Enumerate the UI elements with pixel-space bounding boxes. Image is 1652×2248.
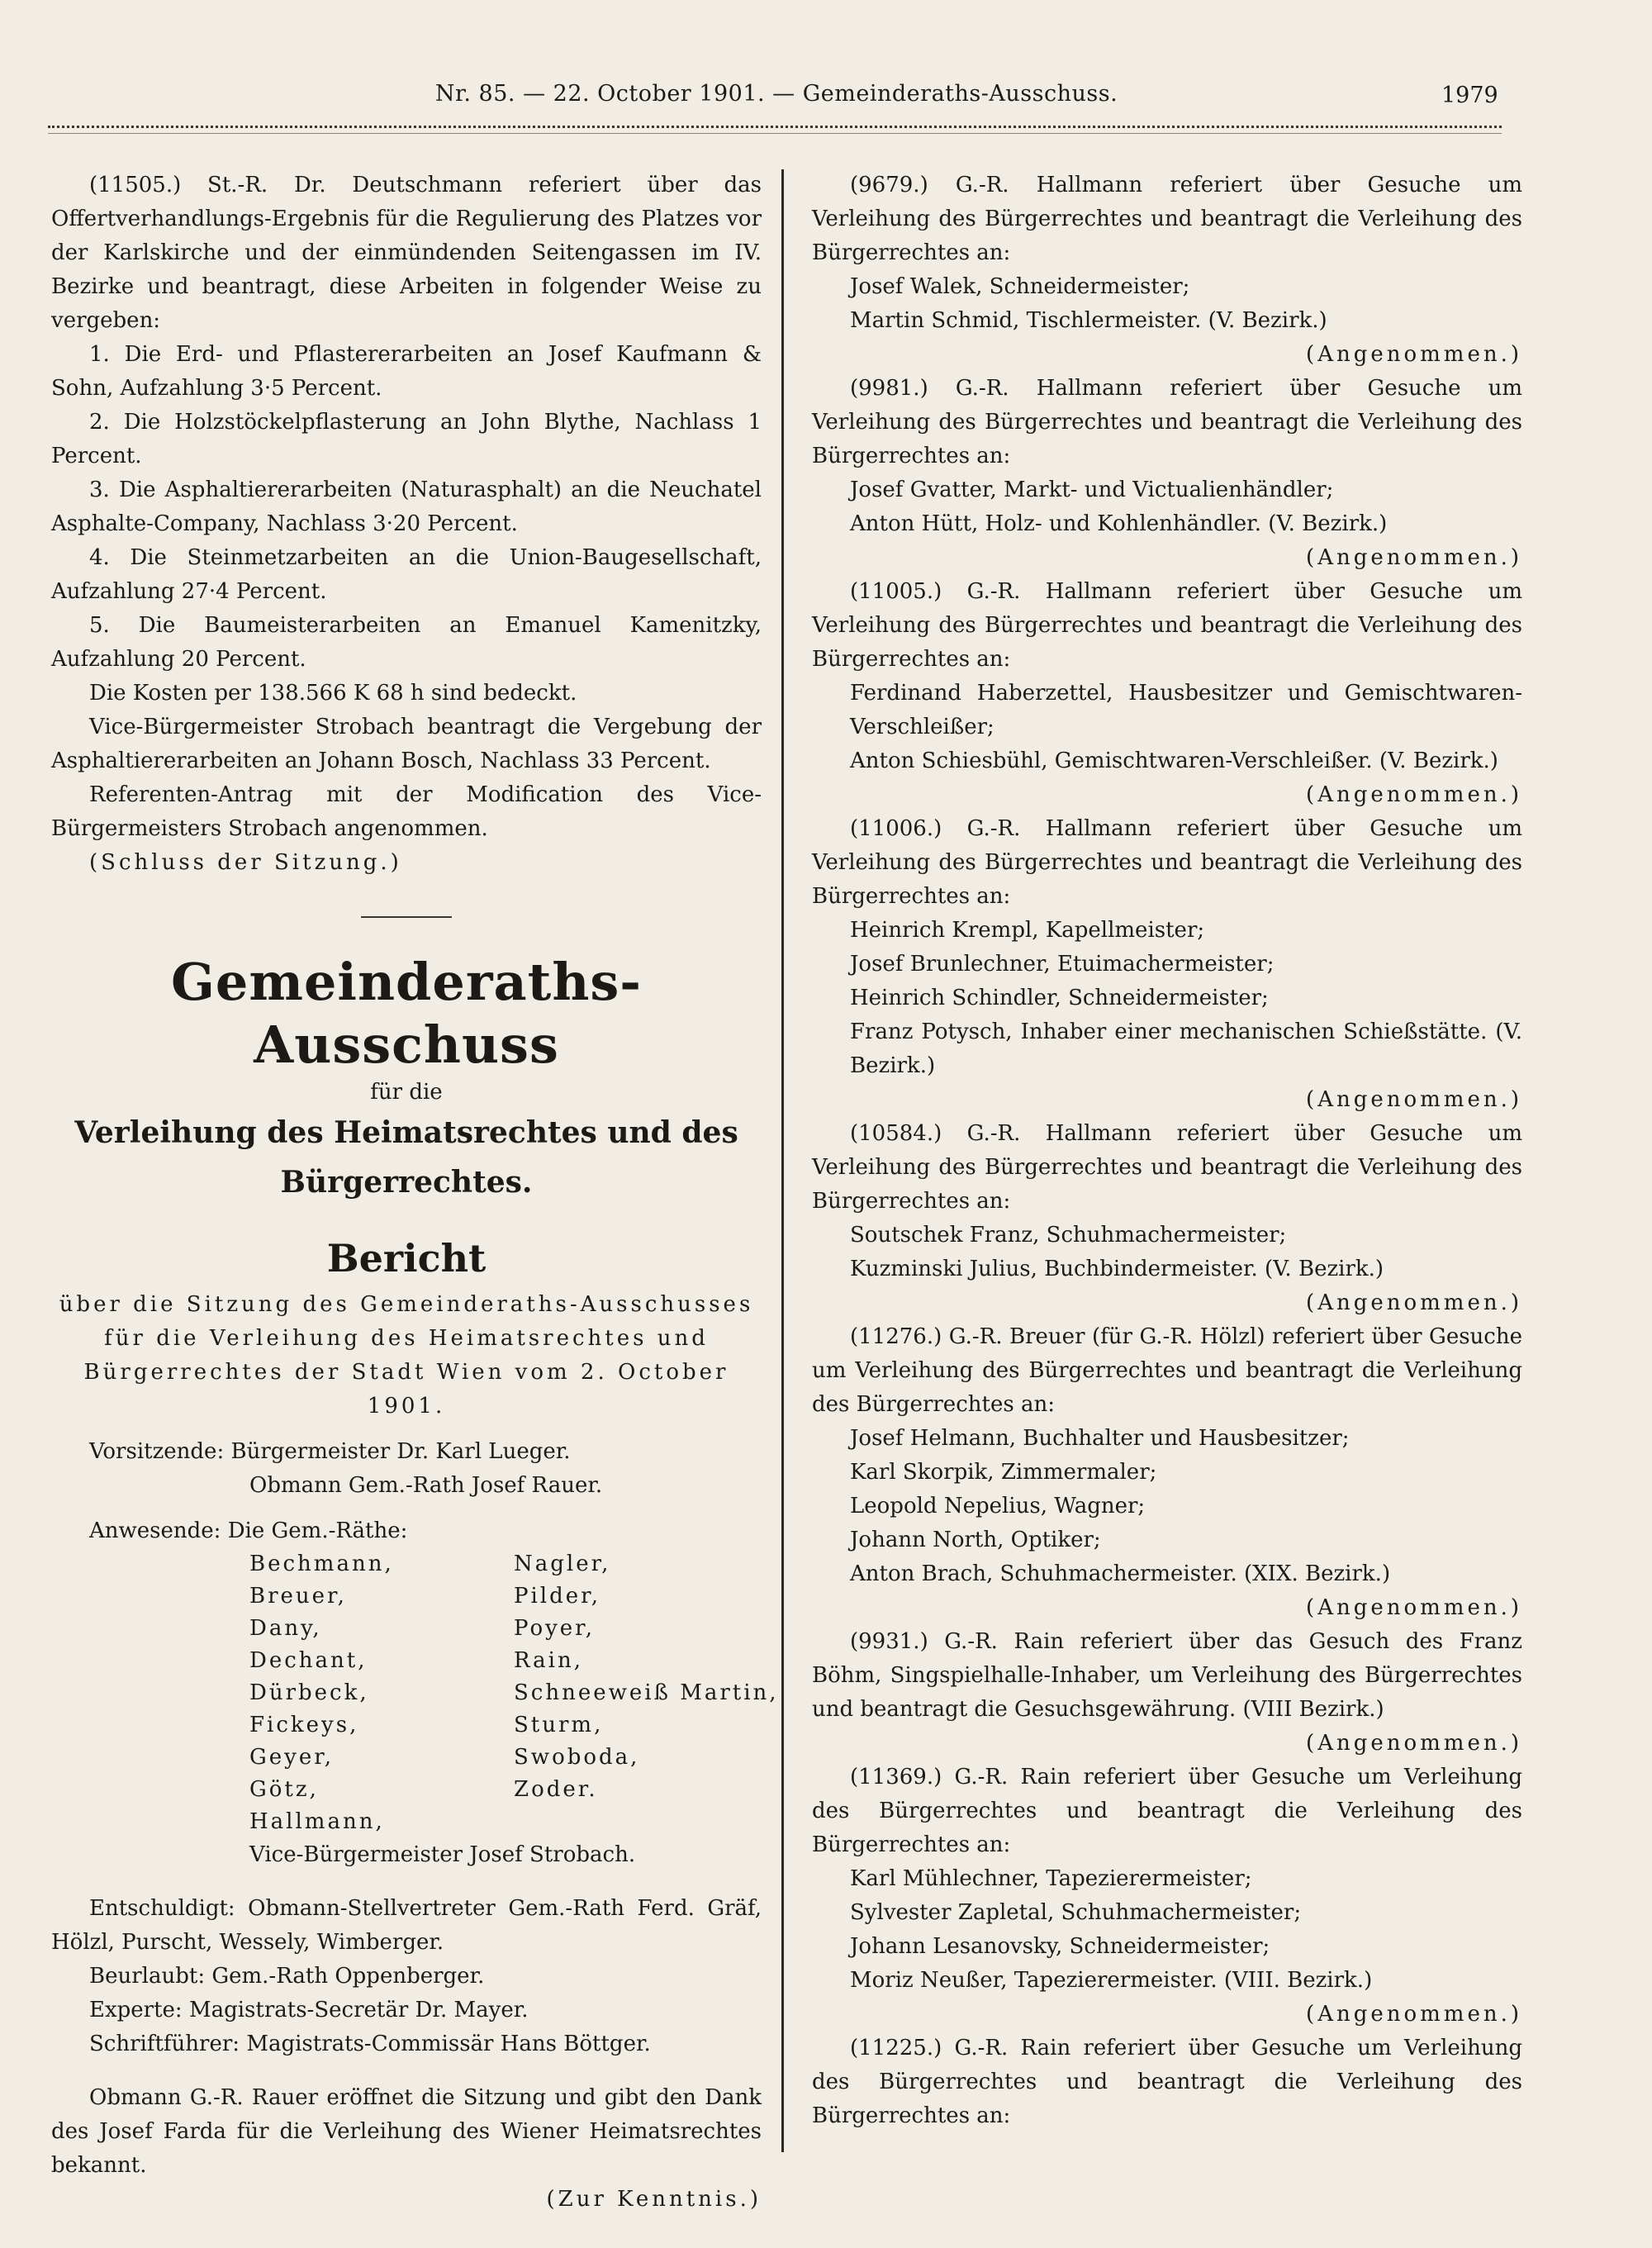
applicant: Ferdinand Haberzettel, Hausbesitzer und Gemischtwaren-Verschleißer; [850, 681, 1522, 739]
chairman-line: Vorsitzende: Bürgermeister Dr. Karl Lueger. [89, 1439, 571, 1464]
left-column [51, 169, 779, 2217]
award-item: 1. Die Erd- und Pflastererarbeiten an Josef Kaufmann & Sohn, Aufzahlung 3·5 Percent. [51, 342, 762, 401]
entry-intro: (11225.) G.-R. Rain referiert über Gesuche um Verleihung des Bürgerrechtes und beantragt die Verleihung des Bürgerrechtes an: [812, 2036, 1522, 2128]
applicant: Josef Helmann, Buchhalter und Hausbesitzer; [850, 1426, 1350, 1451]
secretary-line: Schriftführer: Magistrats-Commissär Hans Böttger. [89, 2032, 651, 2056]
member-name: Götz, [249, 1777, 319, 1802]
applicant: Anton Schiesbühl, Gemischtwaren-Verschleißer. (V. Bezirk.) [850, 749, 1498, 773]
applicant: Anton Brach, Schuhmachermeister. (XIX. Bezirk.) [850, 1561, 1391, 1586]
member-name: Hallmann, [249, 1809, 385, 1834]
applicant: Josef Brunlechner, Etuimachermeister; [850, 952, 1275, 977]
session-end: (Schluss der Sitzung.) [89, 850, 402, 875]
vice-mayor-present: Vice-Bürgermeister Josef Strobach. [249, 1842, 636, 1867]
committee-subtitle: Verleihung des Heimatsrechtes und des Bürgerrechtes. [74, 1115, 738, 1200]
entry-result: (Angenommen.) [1306, 1595, 1522, 1620]
member-name: Dürbeck, [249, 1680, 369, 1705]
excused-line: Entschuldigt: Obmann-Stellvertreter Gem.-Rath Ferd. Gräf, Hölzl, Purscht, Wessely, Wimberger. [51, 1896, 762, 1955]
entry-result: (Angenommen.) [1306, 782, 1522, 807]
present-names [249, 1548, 779, 1838]
running-header: Nr. 85. — 22. October 1901. — Gemeinderaths-Ausschuss. [434, 81, 1118, 107]
entry-intro: (9679.) G.-R. Hallmann referiert über Gesuche um Verleihung des Bürgerrechtes und beantragt die Verleihung des Bürgerrechtes an: [812, 173, 1522, 265]
entry-intro: (9981.) G.-R. Hallmann referiert über Gesuche um Verleihung des Bürgerrechtes und beantragt die Verleihung des Bürgerrechtes an: [812, 376, 1522, 468]
applicant: Johann North, Optiker; [850, 1528, 1101, 1552]
award-item: 3. Die Asphaltiererarbeiten (Naturasphalt) an die Neuchatel Asphalte-Company, Nachlass 3·20 Percent. [51, 478, 762, 536]
member-name: Dany, [249, 1616, 322, 1641]
header-rule [48, 126, 1502, 134]
award-item: 4. Die Steinmetzarbeiten an die Union-Baugesellschaft, Aufzahlung 27·4 Percent. [51, 545, 762, 604]
entry-result: (Angenommen.) [1306, 545, 1522, 570]
applicant: Josef Walek, Schneidermeister; [850, 274, 1190, 299]
entry-result: (Angenommen.) [1306, 1290, 1522, 1315]
applicant: Heinrich Schindler, Schneidermeister; [850, 986, 1269, 1010]
member-name: Rain, [514, 1648, 583, 1673]
report-heading: Bericht [326, 1236, 487, 1281]
entry-result: (Angenommen.) [1306, 1087, 1522, 1112]
member-name: Poyer, [514, 1616, 596, 1641]
noted-result: (Zur Kenntnis.) [546, 2187, 762, 2212]
opening-paragraph: Obmann G.-R. Rauer eröffnet die Sitzung und gibt den Dank des Josef Farda für die Verleihung des Wiener Heimatsrechtes bekannt. [51, 2085, 762, 2178]
entry-result: (Angenommen.) [1306, 2002, 1522, 2027]
member-name: Nagler, [514, 1552, 611, 1576]
member-name: Fickeys, [249, 1713, 359, 1737]
vice-motion: Vice-Bürgermeister Strobach beantragt die Vergebung der Asphaltiererarbeiten an Johann Bosch, Nachlass 33 Percent. [51, 715, 762, 773]
applicant: Soutschek Franz, Schuhmachermeister; [850, 1223, 1287, 1248]
applicant: Karl Skorpik, Zimmermaler; [850, 1460, 1157, 1485]
applicant: Josef Gvatter, Markt- und Victualienhändler; [850, 478, 1334, 502]
chairman-line-2: Obmann Gem.-Rath Josef Rauer. [249, 1473, 603, 1498]
member-name: Sturm, [514, 1713, 604, 1737]
member-name: Swoboda, [514, 1745, 640, 1770]
motion-result: Referenten-Antrag mit der Modification des Vice-Bürgermeisters Strobach angenommen. [51, 782, 762, 841]
entry-result: (Angenommen.) [1306, 342, 1522, 367]
applicant: Anton Hütt, Holz- und Kohlenhändler. (V. Bezirk.) [850, 511, 1388, 536]
column-divider [781, 169, 784, 2152]
entry-intro: (11006.) G.-R. Hallmann referiert über Gesuche um Verleihung des Bürgerrechtes und beantragt die Verleihung des Bürgerrechtes an: [812, 816, 1522, 909]
award-item: 2. Die Holzstöckelpflasterung an John Blythe, Nachlass 1 Percent. [51, 410, 762, 468]
applicant: Heinrich Krempl, Kapellmeister; [850, 918, 1205, 943]
present-heading: Anwesende: Die Gem.-Räthe: [89, 1518, 408, 1543]
applicant: Johann Lesanovsky, Schneidermeister; [850, 1934, 1270, 1959]
entry-result: (Angenommen.) [1306, 1731, 1522, 1756]
member-name: Pilder, [514, 1584, 601, 1609]
member-name: Zoder. [514, 1777, 598, 1802]
committee-fuer-die: für die [370, 1080, 443, 1105]
applicant: Moriz Neußer, Tapezierermeister. (VIII. Bezirk.) [850, 1968, 1373, 1993]
page-number: 1979 [1441, 83, 1498, 108]
applicant: Leopold Nepelius, Wagner; [850, 1494, 1146, 1518]
entry-intro: (10584.) G.-R. Hallmann referiert über Gesuche um Verleihung des Bürgerrechtes und beantragt die Verleihung des Bürgerrechtes an: [812, 1121, 1522, 1214]
entry-intro: (11369.) G.-R. Rain referiert über Gesuche um Verleihung des Bürgerrechtes und beantragt die Verleihung des Bürgerrechtes an: [812, 1765, 1522, 1857]
paragraph-offert: (11505.) St.-R. Dr. Deutschmann referiert über das Offertverhandlungs-Ergebnis für die Regulierung des Platzes vor der Karlskirche und der einmündenden Seitengassen im IV. Bezirke und beantragt, diese Arbeiten in folgender Weise zu vergeben: [51, 173, 762, 333]
applicant: Franz Potysch, Inhaber einer mechanischen Schießstätte. (V. Bezirk.) [850, 1019, 1522, 1078]
member-name [514, 1806, 811, 1838]
entry-text: (9931.) G.-R. Rain referiert über das Gesuch des Franz Böhm, Singspielhalle-Inhaber, um Verleihung des Bürgerrechtes und beantragt die Gesuchsgewährung. (VIII Bezirk.) [812, 1629, 1522, 1722]
applicant: Martin Schmid, Tischlermeister. (V. Bezirk.) [850, 308, 1327, 333]
committee-title: Gemeinderaths-Ausschuss [170, 952, 643, 1075]
applicant: Kuzminski Julius, Buchbindermeister. (V. Bezirk.) [850, 1257, 1384, 1281]
entry-intro: (11005.) G.-R. Hallmann referiert über Gesuche um Verleihung des Bürgerrechtes und beantragt die Verleihung des Bürgerrechtes an: [812, 579, 1522, 672]
member-name: Dechant, [249, 1648, 368, 1673]
on-leave-line: Beurlaubt: Gem.-Rath Oppenberger. [89, 1964, 485, 1989]
report-intro: über die Sitzung des Gemeinderaths-Ausschusses für die Verleihung des Heimatsrechtes und Bürgerrechtes der Stadt Wien vom 2. October 1901. [59, 1292, 754, 1419]
right-column [812, 169, 1522, 2133]
cost-note: Die Kosten per 138.566 K 68 h sind bedeckt. [89, 681, 577, 706]
award-item: 5. Die Baumeisterarbeiten an Emanuel Kamenitzky, Aufzahlung 20 Percent. [51, 613, 762, 672]
applicant: Sylvester Zapletal, Schuhmachermeister; [850, 1900, 1302, 1925]
section-rule [361, 916, 452, 918]
member-name: Schneeweiß Martin, [514, 1680, 779, 1705]
member-name: Geyer, [249, 1745, 335, 1770]
member-name: Bechmann, [249, 1552, 394, 1576]
expert-line: Experte: Magistrats-Secretär Dr. Mayer. [89, 1998, 529, 2022]
member-name: Breuer, [249, 1584, 347, 1609]
applicant: Karl Mühlechner, Tapezierermeister; [850, 1866, 1252, 1891]
entry-intro: (11276.) G.-R. Breuer (für G.-R. Hölzl) referiert über Gesuche um Verleihung des Bürgerrechtes und beantragt die Verleihung des Bürgerrechtes an: [812, 1324, 1522, 1417]
